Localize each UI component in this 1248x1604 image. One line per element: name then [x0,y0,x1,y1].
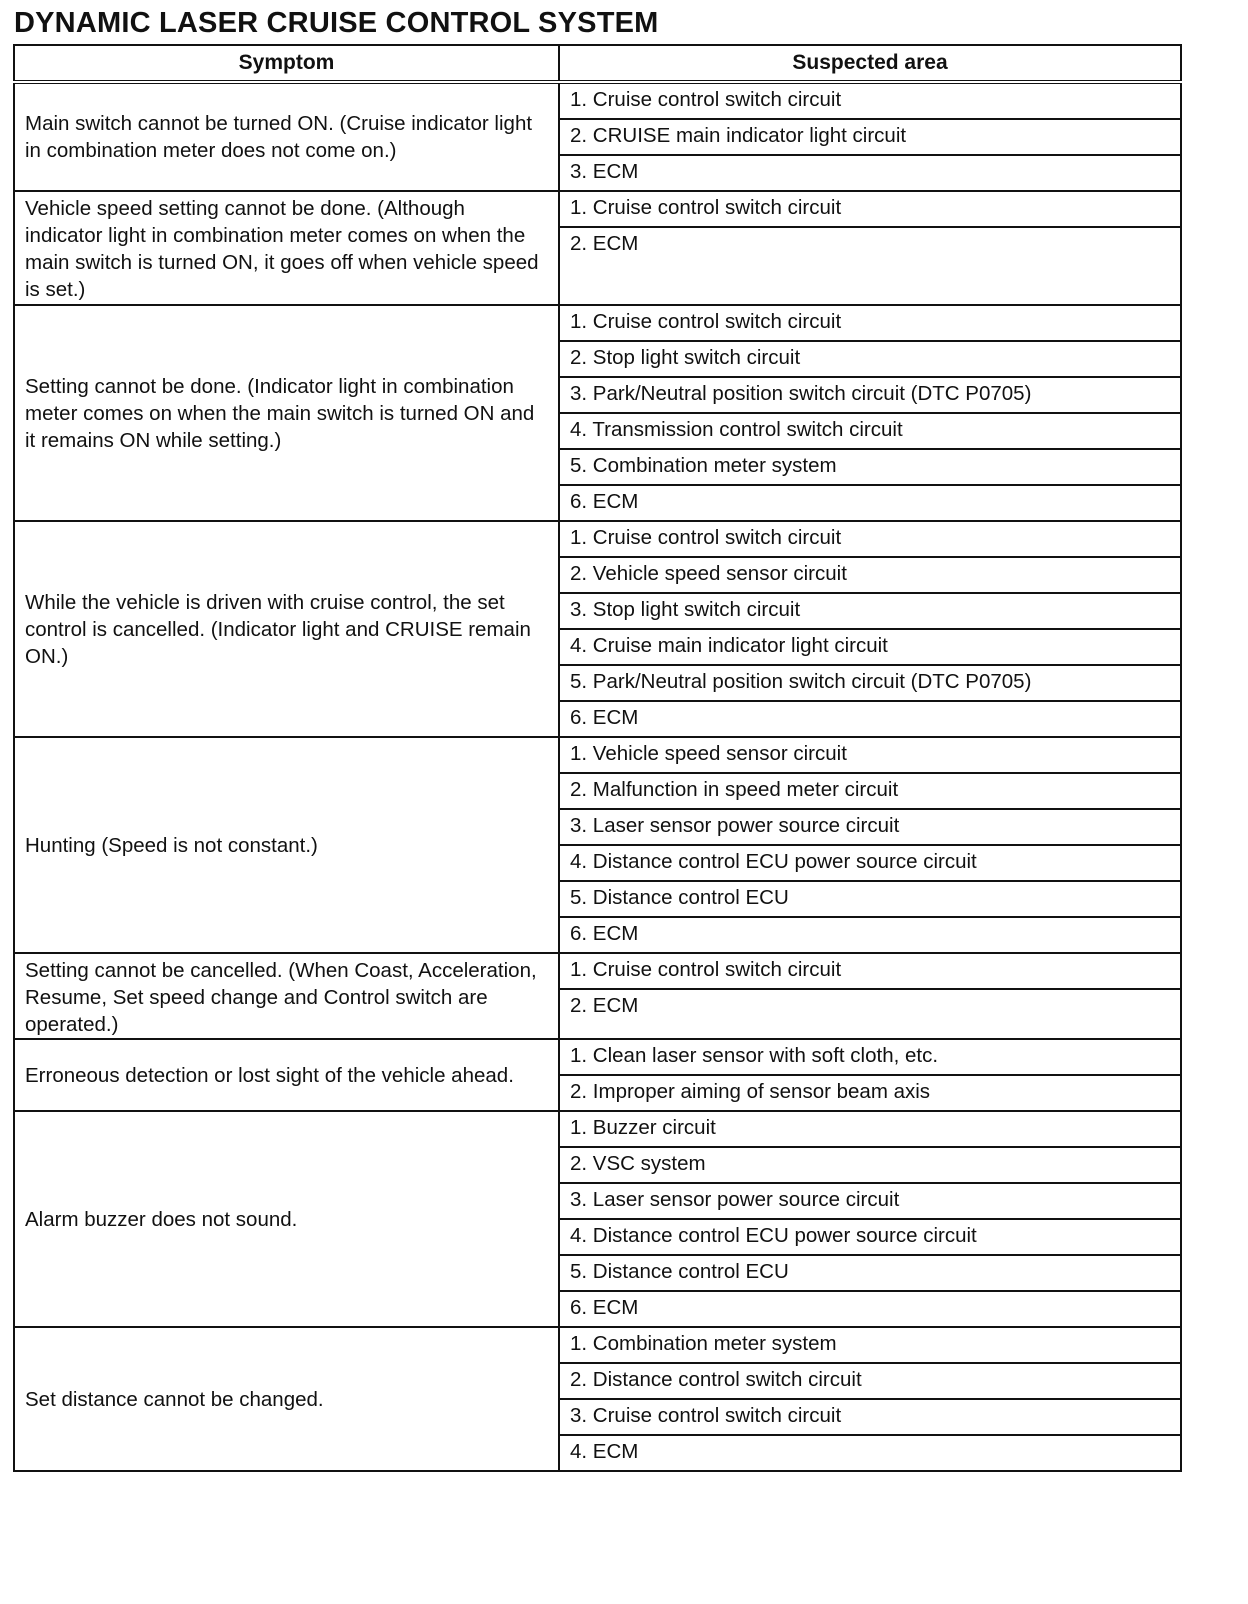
suspected-area-cell: 2. Vehicle speed sensor circuit [559,557,1181,593]
table-row [14,521,1181,557]
suspected-area-cell: 2. ECM [559,227,1181,305]
suspected-area-cell: 4. Distance control ECU power source circuit [559,845,1181,881]
table-row [14,305,1181,341]
suspected-area-cell: 1. Clean laser sensor with soft cloth, etc. [559,1039,1181,1075]
suspected-area-cell: 1. Vehicle speed sensor circuit [559,737,1181,773]
suspected-area-cell: 3. Cruise control switch circuit [559,1399,1181,1435]
table-row [14,953,1181,989]
symptom-text: Setting cannot be cancelled. (When Coast, Acceleration, Resume, Set speed change and Control switch are operated.) [25,959,537,1036]
suspected-area-cell: 3. ECM [559,155,1181,191]
symptom-text: Setting cannot be done. (Indicator light in combination meter comes on when the main switch is turned ON and it remains ON while setting.) [25,374,535,452]
table-row [14,191,1181,227]
suspected-area-cell: 4. ECM [559,1435,1181,1471]
suspected-area-cell: 1. Cruise control switch circuit [559,521,1181,557]
symptom-text: Main switch cannot be turned ON. (Cruise indicator light in combination meter does not come on.) [25,112,533,162]
symptom-cell [14,191,559,305]
suspected-area-cell: 3. Park/Neutral position switch circuit (DTC P0705) [559,377,1181,413]
symptom-cell [14,1111,559,1327]
table-row [14,1327,1181,1363]
symptom-cell [14,305,559,521]
table-row [14,82,1181,119]
suspected-area-cell: 3. Stop light switch circuit [559,593,1181,629]
suspected-area-cell: 1. Cruise control switch circuit [559,191,1181,227]
symptom-text: While the vehicle is driven with cruise control, the set control is cancelled. (Indicator light and CRUISE remain ON.) [25,590,531,668]
suspected-area-cell: 1. Buzzer circuit [559,1111,1181,1147]
page-title: DYNAMIC LASER CRUISE CONTROL SYSTEM [14,7,659,39]
symptom-cell [14,953,559,1039]
suspected-area-cell: 3. Laser sensor power source circuit [559,1183,1181,1219]
suspected-area-cell: 5. Distance control ECU [559,881,1181,917]
suspected-area-cell: 4. Cruise main indicator light circuit [559,629,1181,665]
suspected-area-cell: 5. Combination meter system [559,449,1181,485]
suspected-area-column-header: Suspected area [559,45,1181,82]
symptom-text: Erroneous detection or lost sight of the vehicle ahead. [25,1063,514,1087]
symptom-cell [14,82,559,191]
symptom-column-header: Symptom [14,45,559,82]
symptom-cell [14,521,559,737]
suspected-area-cell: 2. Stop light switch circuit [559,341,1181,377]
symptom-cell [14,737,559,953]
table-header-row [14,45,1181,82]
symptom-text: Vehicle speed setting cannot be done. (Although indicator light in combination meter comes on when the main switch is turned ON, it goes off when vehicle speed is set.) [25,197,539,301]
symptom-text: Hunting (Speed is not constant.) [25,833,318,857]
suspected-area-cell: 1. Cruise control switch circuit [559,82,1181,119]
suspected-area-cell: 1. Cruise control switch circuit [559,953,1181,989]
suspected-area-cell: 6. ECM [559,1291,1181,1327]
suspected-area-cell: 2. Improper aiming of sensor beam axis [559,1075,1181,1111]
suspected-area-cell: 2. Distance control switch circuit [559,1363,1181,1399]
suspected-area-cell: 6. ECM [559,485,1181,521]
table-row [14,1039,1181,1075]
suspected-area-cell: 2. CRUISE main indicator light circuit [559,119,1181,155]
symptom-cell [14,1327,559,1471]
suspected-area-cell: 5. Distance control ECU [559,1255,1181,1291]
problem-symptoms-table [13,44,1182,1472]
suspected-area-cell: 1. Combination meter system [559,1327,1181,1363]
table-row [14,1111,1181,1147]
suspected-area-cell: 2. VSC system [559,1147,1181,1183]
suspected-area-cell: 4. Distance control ECU power source circuit [559,1219,1181,1255]
suspected-area-cell: 4. Transmission control switch circuit [559,413,1181,449]
suspected-area-cell: 2. Malfunction in speed meter circuit [559,773,1181,809]
symptom-text: Set distance cannot be changed. [25,1387,324,1411]
suspected-area-cell: 1. Cruise control switch circuit [559,305,1181,341]
symptom-text: Alarm buzzer does not sound. [25,1207,298,1231]
suspected-area-cell: 3. Laser sensor power source circuit [559,809,1181,845]
table-row [14,737,1181,773]
suspected-area-cell: 5. Park/Neutral position switch circuit (DTC P0705) [559,665,1181,701]
suspected-area-cell: 6. ECM [559,701,1181,737]
suspected-area-cell: 2. ECM [559,989,1181,1039]
suspected-area-cell: 6. ECM [559,917,1181,953]
symptom-cell [14,1039,559,1111]
